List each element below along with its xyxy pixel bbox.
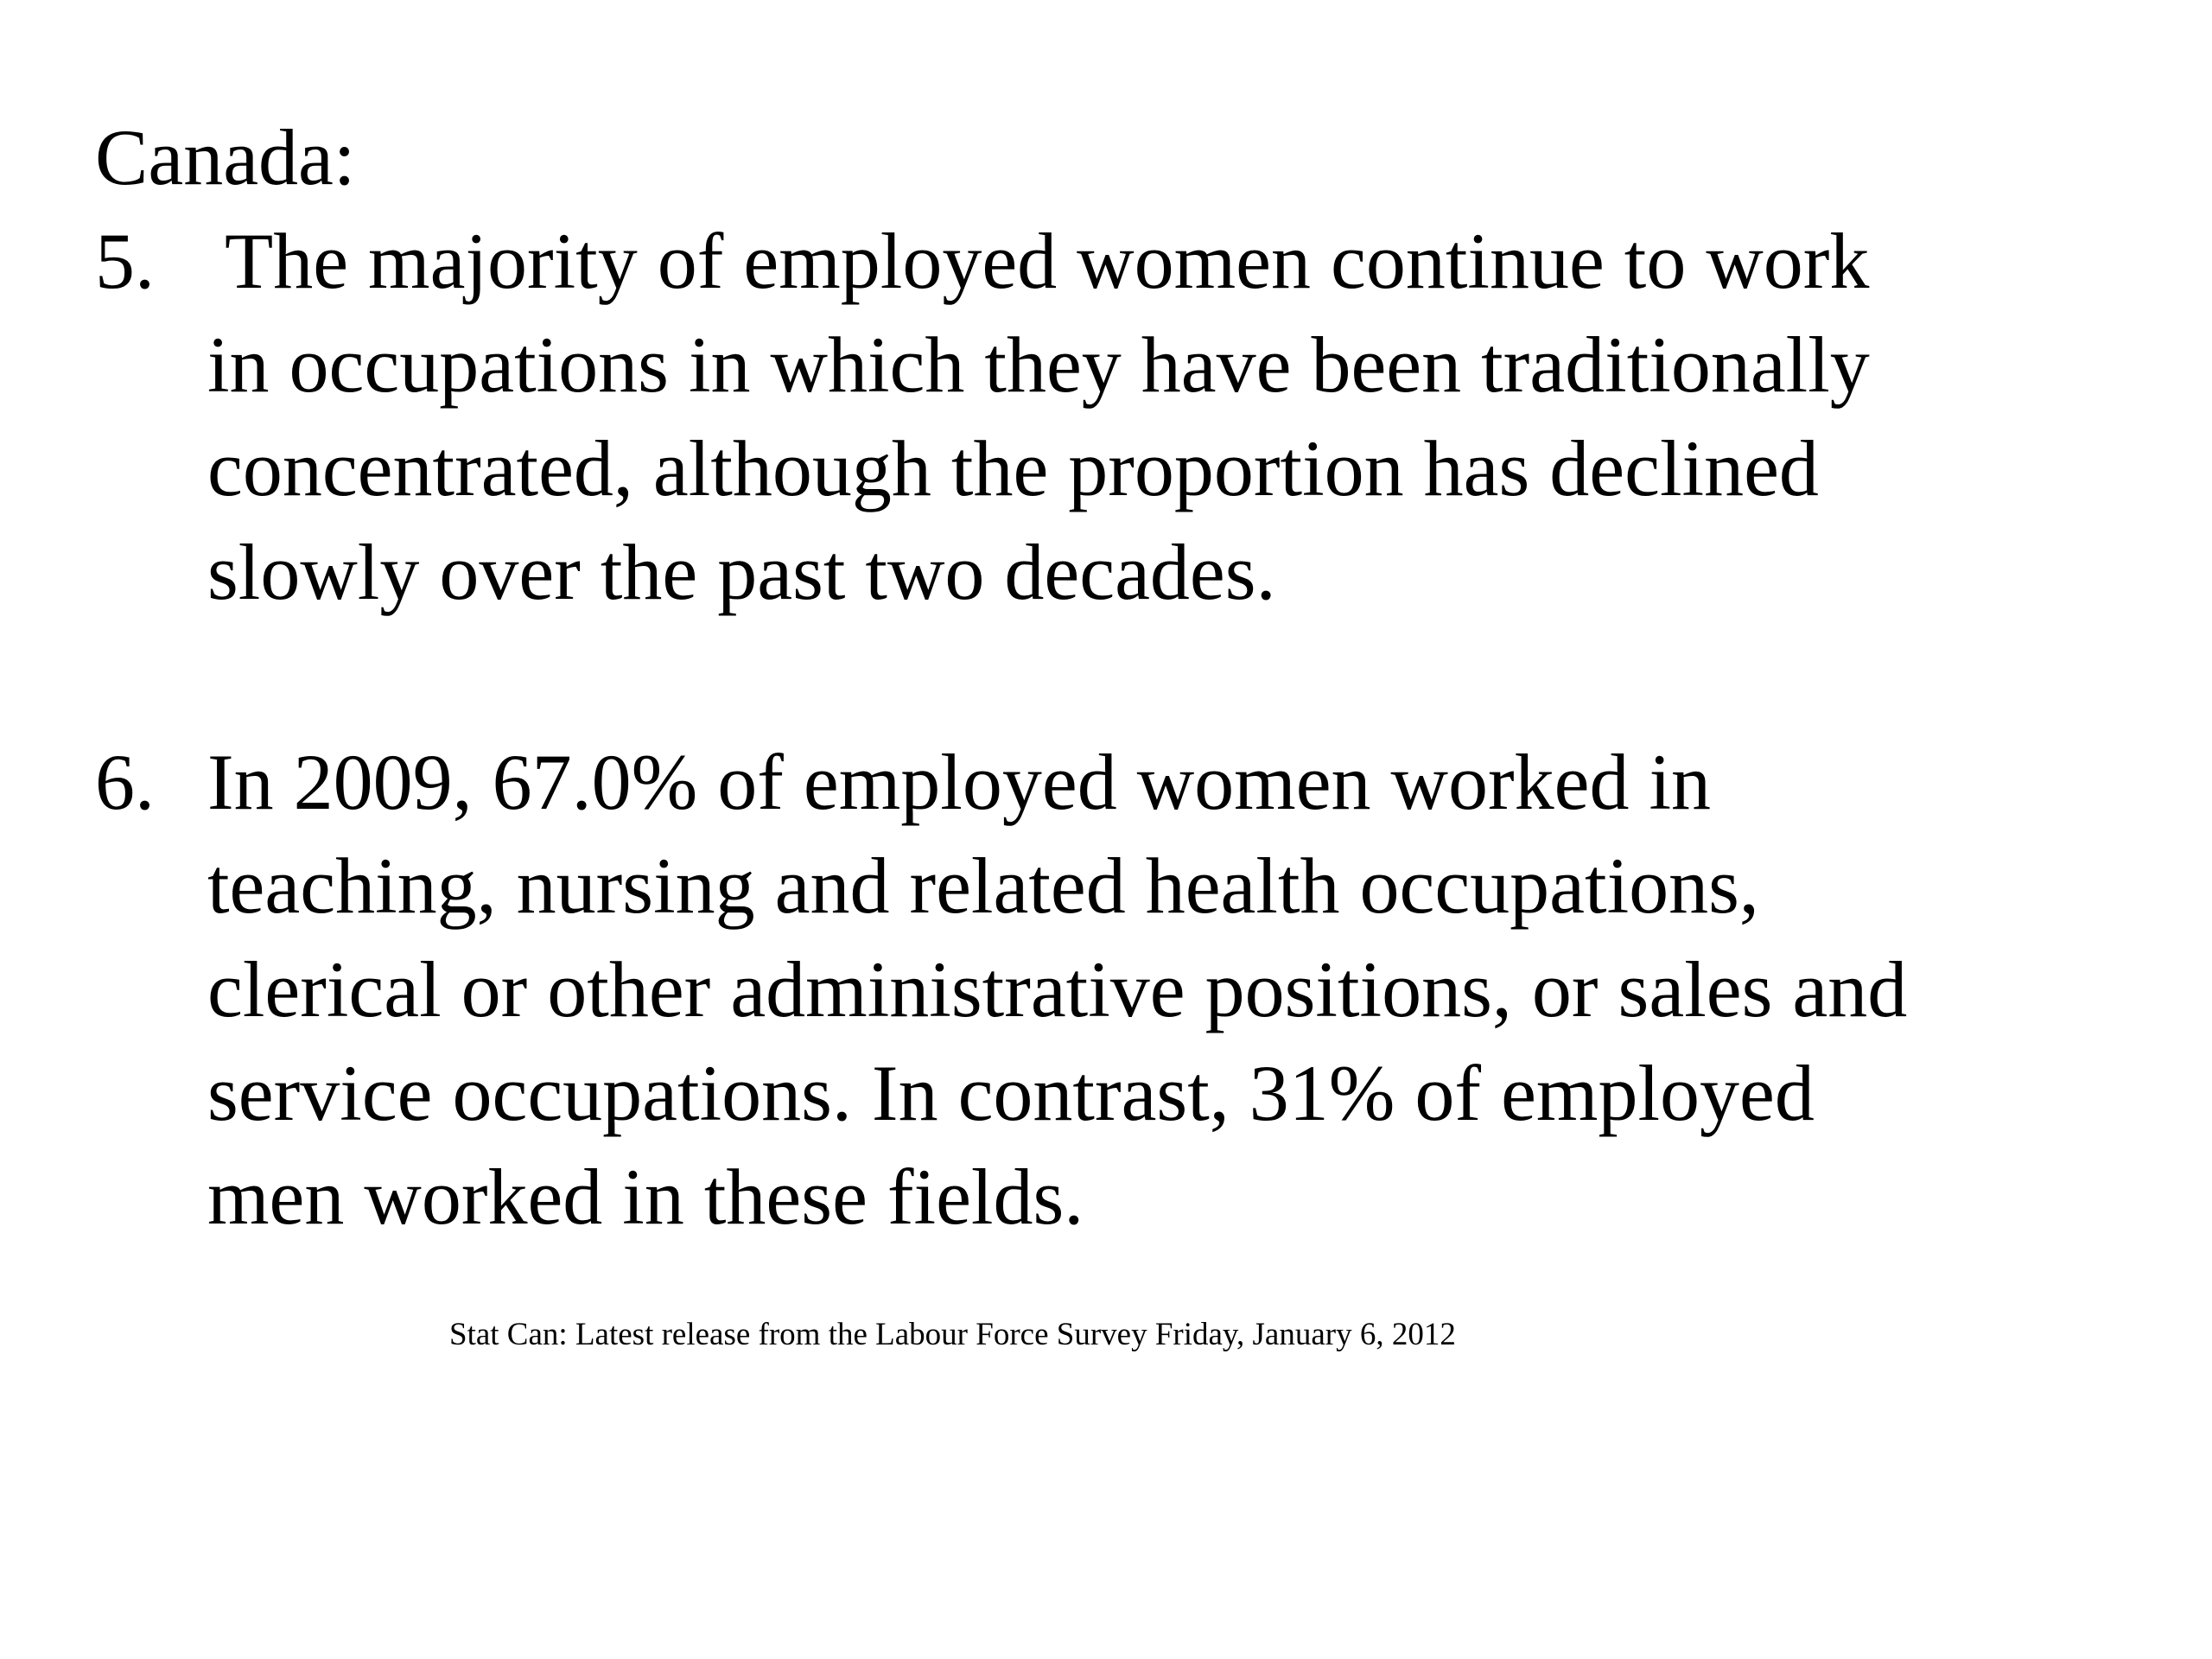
text-line: slowly over the past two decades. <box>207 528 1276 616</box>
list-item-text <box>207 730 2160 1249</box>
text-line: service occupations. In contrast, 31% of employed <box>207 1049 1815 1137</box>
text-line: teaching, nursing and related health occupations, <box>207 842 1759 930</box>
list-item-number: 6. <box>95 738 155 826</box>
text-line: In 2009, 67.0% of employed women worked in <box>207 738 1712 826</box>
text-line: The majority of employed women continue to work <box>225 217 1870 305</box>
slide-heading: Canada: <box>95 113 356 201</box>
source-citation: Stat Can: Latest release from the Labour Force Survey Friday, January 6, 2012 <box>449 1317 1456 1352</box>
text-line: concentrated, although the proportion has declined <box>207 424 1819 512</box>
text-line: clerical or other administrative positions, or sales and <box>207 945 1908 1033</box>
text-line: in occupations in which they have been traditionally <box>207 321 1870 409</box>
list-item-number: 5. <box>95 217 155 305</box>
list-item-text <box>207 209 2160 624</box>
text-line: men worked in these fields. <box>207 1153 1084 1241</box>
